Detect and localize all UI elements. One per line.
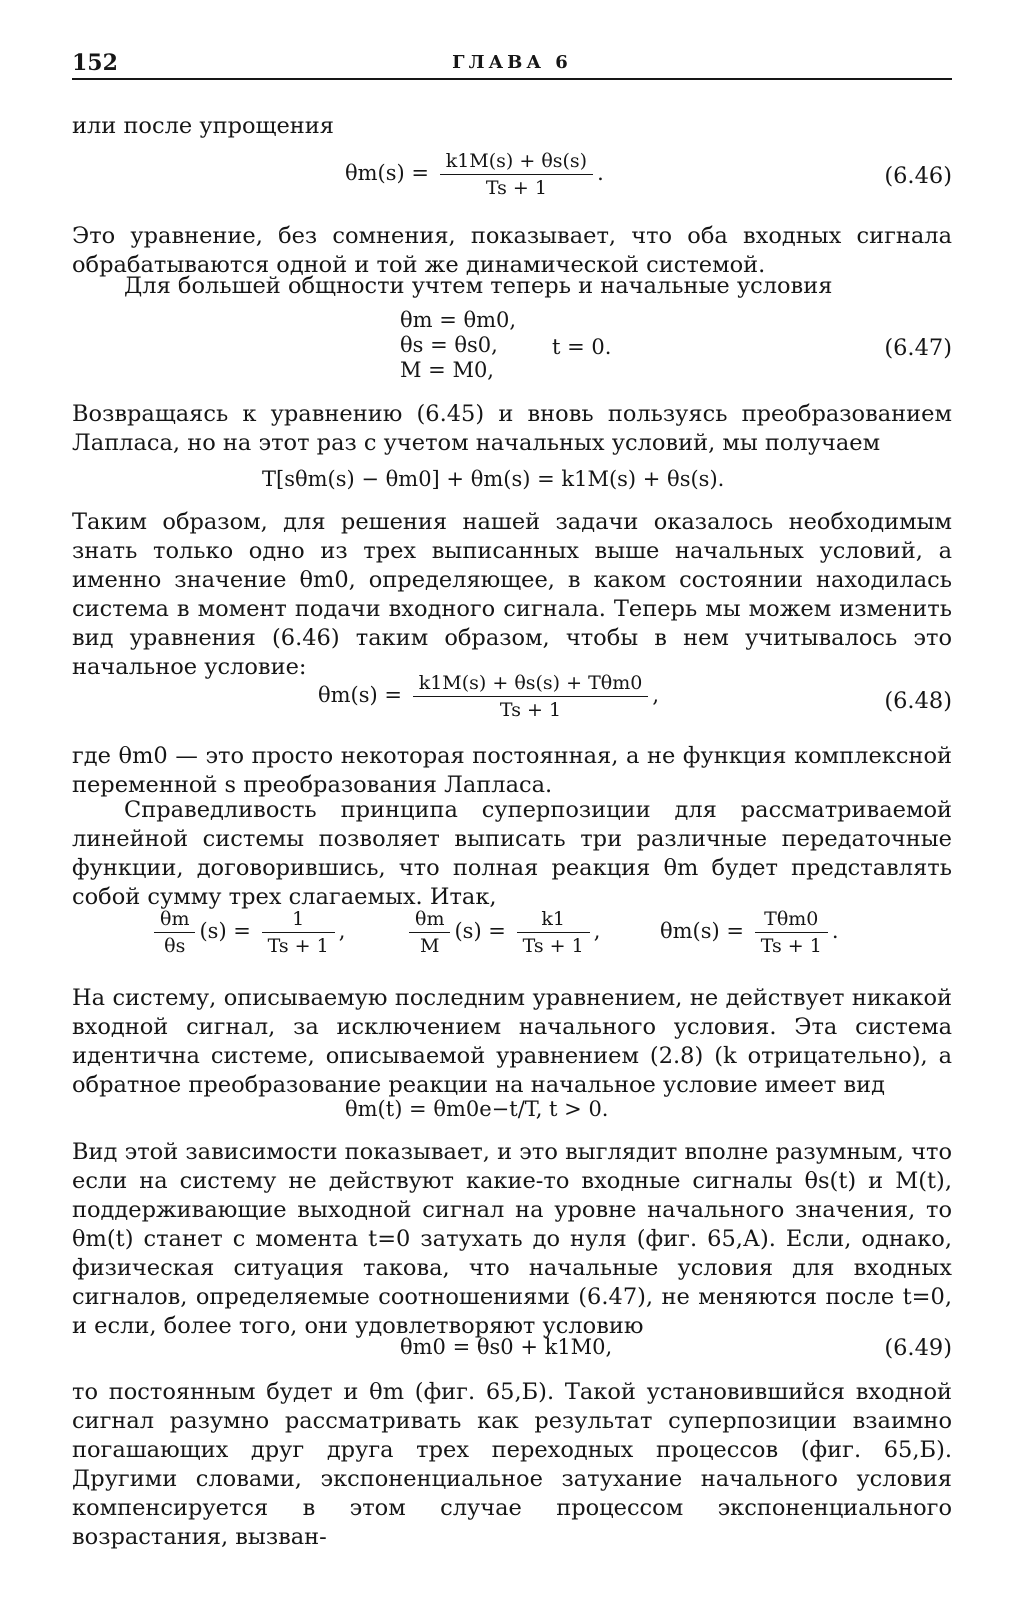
equation-tail: , — [338, 919, 346, 943]
equation-tail: , — [593, 919, 601, 943]
paragraph: На систему, описываемую последним уравнением, не действует никакой входной сигнал, за исключением начального условия. Эта система идентична системе, описываемой уравнением (2.8) (k отрицательно), а обратное преобразование реакции на начальное условие имеет вид — [72, 985, 952, 1098]
denominator: Ts + 1 — [485, 177, 547, 199]
fraction — [413, 672, 649, 721]
page-number: 152 — [72, 50, 118, 76]
equation-number: (6.49) — [884, 1335, 952, 1361]
equation-tail: , — [652, 683, 659, 707]
transfer-function-1 — [150, 908, 345, 957]
equation-tail: . — [597, 161, 604, 185]
denominator: Ts + 1 — [522, 935, 584, 957]
condition-line: θs = θs0, — [400, 333, 498, 357]
denominator: Ts + 1 — [499, 699, 562, 721]
equation-laplace: T[sθm(s) − θm0] + θm(s) = k1M(s) + θs(s). — [262, 467, 725, 491]
equation-lhs: θm(s) = — [318, 683, 402, 707]
equation-lhs: (s) = — [454, 919, 506, 943]
numerator: Tθm0 — [755, 908, 828, 933]
paragraph: Это уравнение, без сомнения, показывает, что оба входных сигнала обрабатываются одной и той же динамической системой. — [72, 223, 952, 278]
numerator: θm — [154, 908, 195, 933]
numerator: θm — [409, 908, 450, 933]
paragraph: или после упрощения — [72, 113, 334, 139]
fraction — [517, 908, 590, 957]
transfer-function-2 — [405, 908, 600, 957]
fraction — [755, 908, 828, 957]
denominator: Ts + 1 — [760, 935, 822, 957]
denominator: θs — [164, 935, 186, 957]
paragraph: Справедливость принципа суперпозиции для рассматриваемой линейной системы позволяет выписать три различные передаточные функции, договорившись, что полная реакция θm будет представлять собой сумму трех слагаемых. Итак, — [72, 797, 952, 910]
chapter-title: ГЛАВА 6 — [452, 52, 572, 73]
paragraph: Вид этой зависимости показывает, и это выглядит вполне разумным, что если на систему не действуют какие-то входные сигналы θs(t) и M(t), поддерживающие выходной сигнал на уровне начального значения, то θm(t) станет с момента t=0 затухать до нуля (фиг. 65,А). Если, однако, физическая ситуация такова, что начальные условия для входных сигналов, определяемые соотношениями (6.47), не меняются после t=0, и если, более того, они удовлетворяют условию — [72, 1139, 952, 1339]
paragraph: где θm0 — это просто некоторая постоянная, а не функция комплексной переменной s преобразования Лапласа. — [72, 743, 952, 798]
numerator: k1M(s) + θs(s) — [440, 150, 593, 175]
fraction — [409, 908, 450, 957]
numerator: k1 — [517, 908, 590, 933]
condition-line: M = M0, — [400, 358, 494, 382]
equation-6-47 — [400, 308, 516, 383]
equation-number: (6.46) — [884, 163, 952, 189]
equation-6-48 — [318, 672, 659, 721]
equation-number: (6.47) — [884, 335, 952, 361]
paragraph: Для большей общности учтем теперь и начальные условия — [124, 273, 833, 299]
page-header — [72, 48, 952, 80]
time-condition: t = 0. — [552, 335, 612, 359]
numerator: k1M(s) + θs(s) + Tθm0 — [413, 672, 649, 697]
equation-lhs: (s) = — [199, 919, 251, 943]
equation-6-49: θm0 = θs0 + k1M0, — [400, 1335, 613, 1359]
condition-line: θm = θm0, — [400, 308, 517, 332]
fraction — [262, 908, 335, 957]
denominator: Ts + 1 — [267, 935, 329, 957]
equation-lhs: θm(s) = — [660, 919, 744, 943]
equation-tail: . — [831, 919, 839, 943]
paragraph: Таким образом, для решения нашей задачи оказалось необходимым знать только одно из трех выписанных выше начальных условий, а именно значение θm0, определяющее, в каком состоянии находилась система в момент подачи входного сигнала. Теперь мы можем изменить вид уравнения (6.46) таким образом, чтобы в нем учитывалось это начальное условие: — [72, 509, 952, 680]
transfer-function-3 — [660, 908, 839, 957]
equation-6-46 — [345, 150, 604, 199]
equation-decay: θm(t) = θm0e−t/T, t > 0. — [345, 1097, 609, 1121]
numerator: 1 — [262, 908, 335, 933]
fraction — [440, 150, 593, 199]
equation-number: (6.48) — [884, 688, 952, 714]
fraction — [154, 908, 195, 957]
paragraph: то постоянным будет и θm (фиг. 65,Б). Такой установившийся входной сигнал разумно рассматривать как результат суперпозиции взаимно погашающих друг друга трех переходных процессов (фиг. 65,Б). Другими словами, экспоненциальное затухание начального условия компенсируется в этом случае процессом экспоненциального возрастания, вызван- — [72, 1379, 952, 1550]
denominator: M — [420, 935, 440, 957]
equation-lhs: θm(s) = — [345, 161, 429, 185]
paragraph: Возвращаясь к уравнению (6.45) и вновь пользуясь преобразованием Лапласа, но на этот раз с учетом начальных условий, мы получаем — [72, 401, 952, 456]
